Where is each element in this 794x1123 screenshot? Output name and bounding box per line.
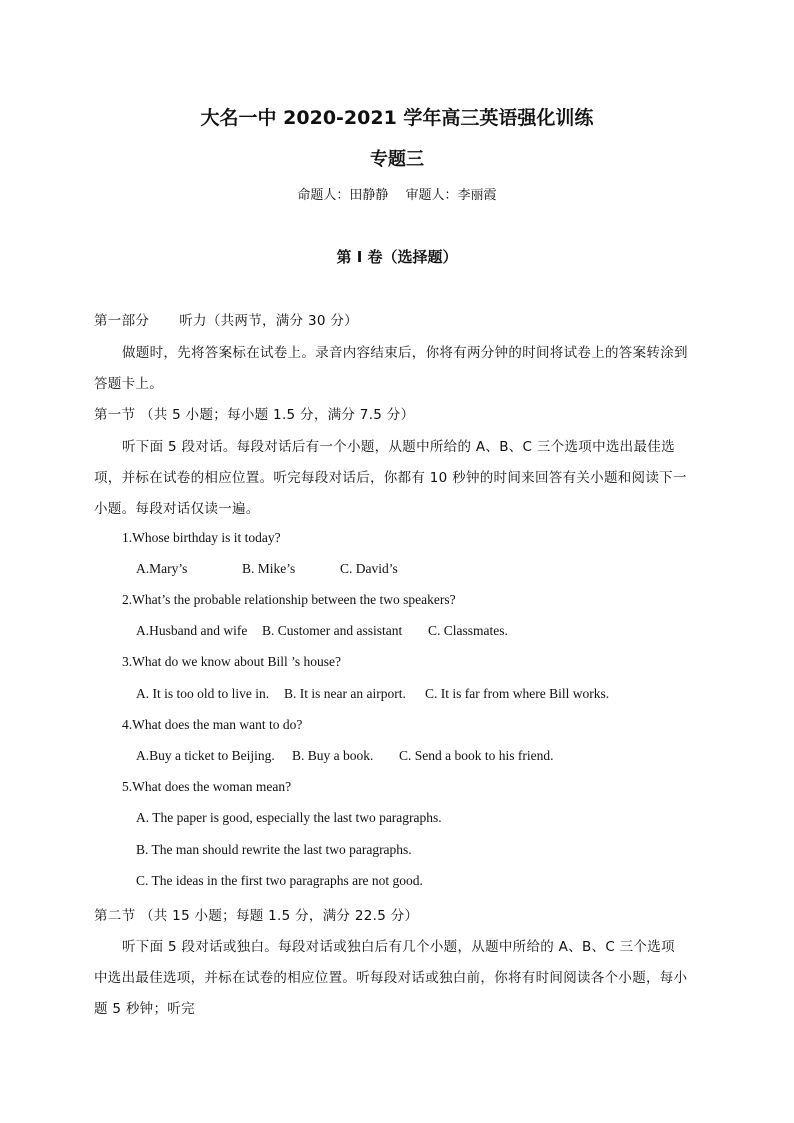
section-title: 第 I 卷（选择题） [336,248,458,266]
q3-option-c: C. It is far from where Bill works. [425,686,610,701]
q1-option-a: A.Mary’s [136,561,188,576]
section2-instr-line-1: 听下面 5 段对话或独白。每段对话或独白后有几个小题，从题中所给的 A、B、C 三个选项 [122,939,675,955]
question-5: 5.What does the woman mean? [122,779,292,794]
question-1: 1.Whose birthday is it today? [122,530,281,545]
section1-instr-line-3: 小题。每段对话仅读一遍。 [94,501,260,517]
q4-option-c: C. Send a book to his friend. [399,748,554,763]
q1-option-b: B. Mike’s [242,561,296,576]
question-4: 4.What does the man want to do? [122,717,303,732]
q4-option-b: B. Buy a book. [292,748,374,763]
exam-authors: 命题人：田静静 审题人：李丽霞 [297,188,497,203]
q5-option-b: B. The man should rewrite the last two paragraphs. [136,842,412,857]
part1-heading-line [94,309,358,329]
part1-intro-line-2: 答题卡上。 [94,376,163,392]
section1-instr-line-2: 项，并标在试卷的相应位置。听完每段对话后，你都有 10 秒钟的时间来回答有关小题和阅读下一 [94,470,687,486]
question-3: 3.What do we know about Bill ’s house? [122,654,341,669]
q5-option-a: A. The paper is good, especially the last two paragraphs. [136,810,442,825]
q2-option-c: C. Classmates. [428,623,508,638]
part1-intro-line-1: 做题时，先将答案标在试卷上。录音内容结束后，你将有两分钟的时间将试卷上的答案转涂到 [122,345,688,361]
part1-heading: 听力（共两节，满分 30 分） [179,313,358,329]
q4-option-a: A.Buy a ticket to Beijing. [136,748,275,763]
q2-option-b: B. Customer and assistant [262,623,403,638]
q2-option-a: A.Husband and wife [136,623,248,638]
section1-instr-line-1: 听下面 5 段对话。每段对话后有一个小题，从题中所给的 A、B、C 三个选项中选出最佳选 [122,439,675,455]
section2-heading: 第二节 （共 15 小题；每题 1.5 分，满分 22.5 分） [94,908,419,924]
question-2: 2.What’s the probable relationship between the two speakers? [122,592,456,607]
section1-heading: 第一节 （共 5 小题；每小题 1.5 分，满分 7.5 分） [94,407,415,423]
q3-option-b: B. It is near an airport. [284,686,406,701]
part1-label: 第一部分 [94,313,150,329]
exam-subtitle: 专题三 [370,149,424,170]
section2-instr-line-2: 中选出最佳选项，并标在试卷的相应位置。听每段对话或独白前，你将有时间阅读各个小题，每小 [94,970,688,986]
section2-instr-line-3: 题 5 秒钟；听完 [94,1001,195,1017]
q1-option-c: C. David’s [340,561,398,576]
q5-option-c: C. The ideas in the first two paragraphs are not good. [136,873,423,888]
q3-option-a: A. It is too old to live in. [136,686,270,701]
exam-title: 大名一中 2020-2021 学年高三英语强化训练 [200,107,594,129]
